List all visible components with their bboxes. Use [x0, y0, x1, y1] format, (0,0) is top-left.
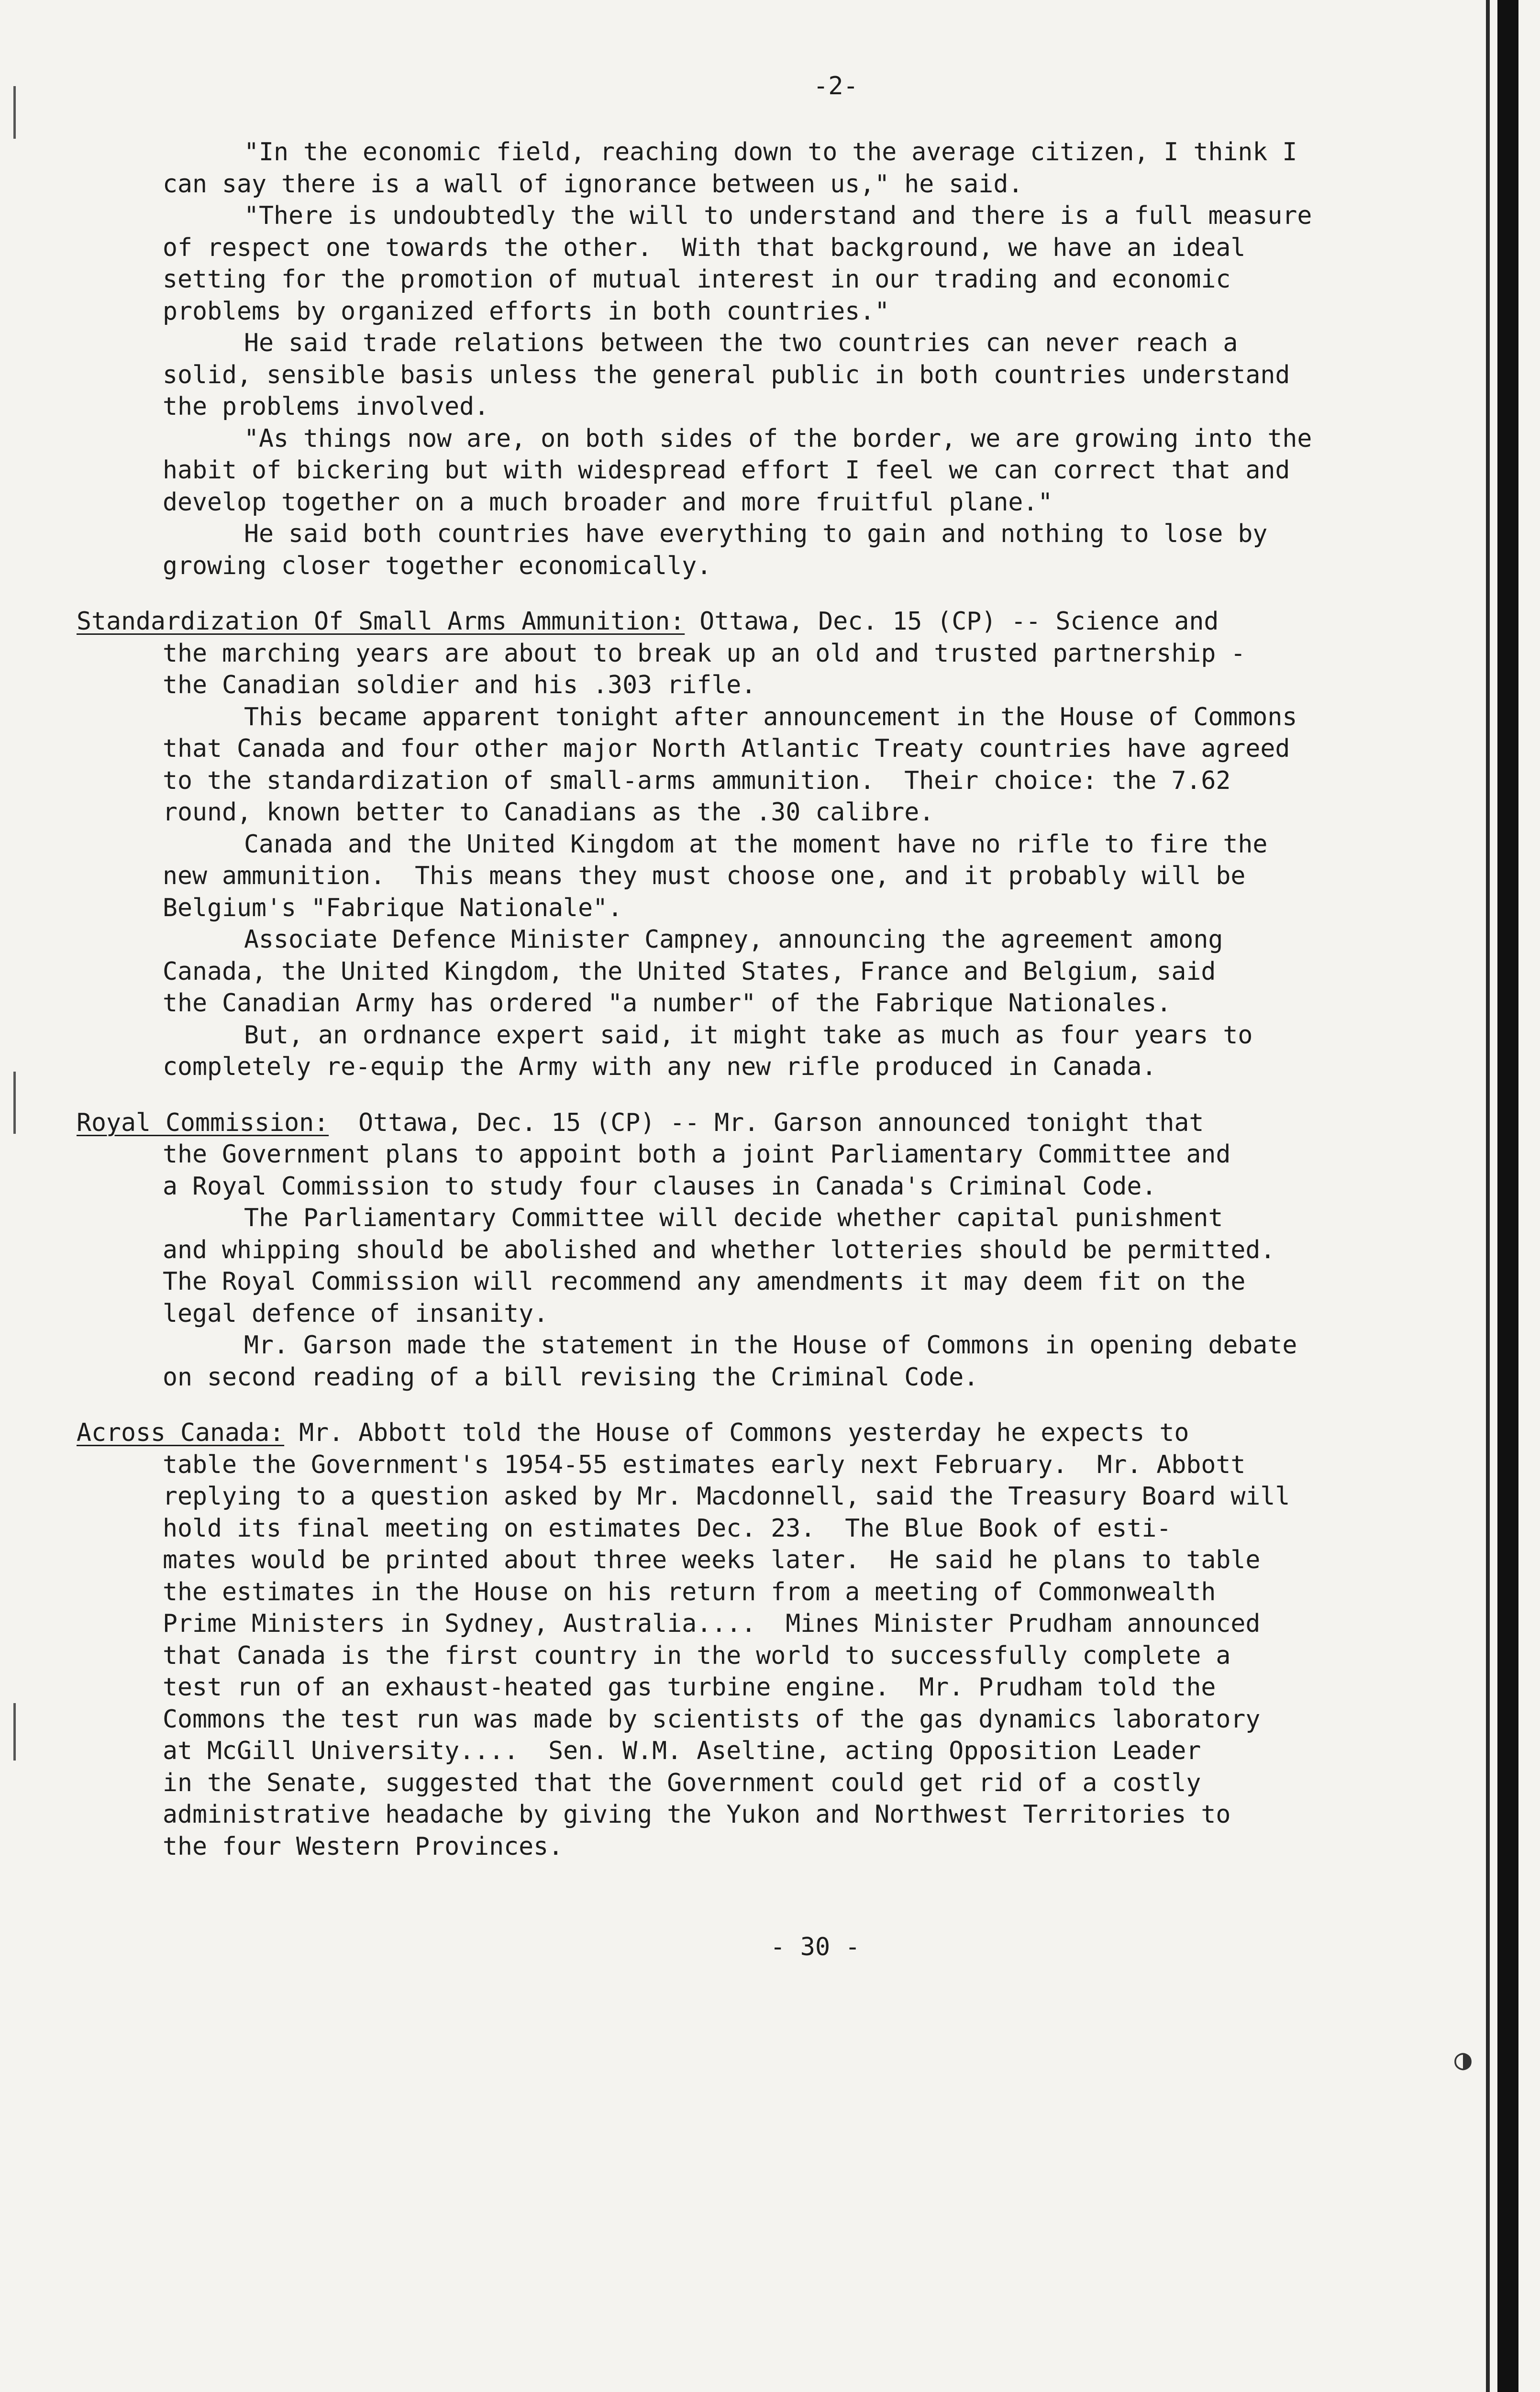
text-line: the Government plans to appoint both a joint Parliamentary Committee and	[163, 1140, 1231, 1169]
ink-smudge-icon: ◑	[1454, 2043, 1472, 2076]
text-line: setting for the promotion of mutual interest in our trading and economic	[163, 265, 1231, 294]
section-dateline: Ottawa, Dec. 15 (CP) -- Science and	[685, 607, 1219, 636]
text-line: Canada, the United Kingdom, the United States, France and Belgium, said	[163, 957, 1216, 986]
text-line: Commons the test run was made by scientists of the gas dynamics laboratory	[163, 1705, 1261, 1734]
text-line: new ammunition. This means they must choose one, and it probably will be	[163, 862, 1246, 890]
text-line: completely re-equip the Army with any new rifle produced in Canada.	[163, 1052, 1157, 1081]
section-dateline: Mr. Abbott told the House of Commons yesterday he expects to	[284, 1418, 1189, 1447]
text-line: of respect one towards the other. With that background, we have an ideal	[163, 233, 1246, 262]
text-line: at McGill University.... Sen. W.M. Aseltine, acting Opposition Leader	[163, 1737, 1201, 1765]
text-line: "In the economic field, reaching down to the average citizen, I think I	[244, 138, 1297, 166]
section-heading: Royal Commission:	[77, 1108, 329, 1137]
page-edge-shadow	[1497, 0, 1518, 2392]
text-line: test run of an exhaust-heated gas turbine engine. Mr. Prudham told the	[163, 1673, 1216, 1702]
text-line: The Royal Commission will recommend any amendments it may deem fit on the	[163, 1267, 1246, 1296]
page-edge-line	[1486, 0, 1490, 2392]
page-number-bottom: - 30 -	[770, 1933, 860, 1961]
text-line: administrative headache by giving the Yukon and Northwest Territories to	[163, 1800, 1231, 1829]
margin-mark	[13, 86, 16, 139]
section-royal-commission	[77, 1107, 1483, 1394]
text-line: mates would be printed about three weeks later. He said he plans to table	[163, 1546, 1261, 1574]
section-heading-line	[77, 1417, 1483, 1449]
text-line: on second reading of a bill revising the Criminal Code.	[163, 1362, 979, 1392]
section-heading: Across Canada:	[77, 1418, 285, 1447]
text-line: Belgium's "Fabrique Nationale".	[163, 893, 623, 922]
text-line: Associate Defence Minister Campney, announcing the agreement among	[244, 925, 1223, 954]
section-dateline: Ottawa, Dec. 15 (CP) -- Mr. Garson announced tonight that	[329, 1108, 1204, 1137]
section-across-canada	[77, 1417, 1483, 1862]
page-number-top: -2-	[813, 72, 858, 100]
section-heading-line	[77, 606, 1483, 638]
text-line: the marching years are about to break up an old and trusted partnership -	[163, 639, 1246, 668]
text-line: habit of bickering but with widespread effort I feel we can correct that and	[163, 456, 1290, 485]
text-line: solid, sensible basis unless the general public in both countries understand	[163, 360, 1290, 389]
text-line: the Canadian soldier and his .303 rifle.	[163, 671, 756, 699]
text-line: the Canadian Army has ordered "a number" of the Fabrique Nationales.	[163, 989, 1172, 1018]
text-line: hold its final meeting on estimates Dec. 23. The Blue Book of esti-	[163, 1514, 1172, 1543]
text-line: the estimates in the House on his return from a meeting of Commonwealth	[163, 1577, 1216, 1606]
text-line: that Canada and four other major North Atlantic Treaty countries have agreed	[163, 734, 1290, 763]
text-line: "As things now are, on both sides of the border, we are growing into the	[244, 424, 1312, 453]
text-line: and whipping should be abolished and whether lotteries should be permitted.	[163, 1235, 1275, 1264]
text-line: a Royal Commission to study four clauses in Canada's Criminal Code.	[163, 1172, 1157, 1201]
text-line: the problems involved.	[163, 392, 489, 421]
text-line: Mr. Garson made the statement in the House of Commons in opening debate	[244, 1331, 1297, 1360]
text-line: that Canada is the first country in the world to successfully complete a	[163, 1641, 1231, 1670]
text-line: problems by organized efforts in both countries."	[163, 297, 890, 326]
text-line: develop together on a much broader and more fruitful plane."	[163, 487, 1053, 517]
text-line: This became apparent tonight after announcement in the House of Commons	[244, 702, 1297, 731]
text-line: in the Senate, suggested that the Government could get rid of a costly	[163, 1768, 1201, 1797]
text-line: replying to a question asked by Mr. Macdonnell, said the Treasury Board will	[163, 1482, 1290, 1511]
text-line: He said trade relations between the two countries can never reach a	[244, 329, 1238, 357]
text-line: The Parliamentary Committee will decide whether capital punishment	[244, 1204, 1223, 1232]
margin-mark	[13, 1703, 16, 1761]
section-heading: Standardization Of Small Arms Ammunition:	[77, 607, 685, 636]
text-line: legal defence of insanity.	[163, 1299, 549, 1328]
section-small-arms	[77, 606, 1483, 1083]
text-line: round, known better to Canadians as the .30 calibre.	[163, 798, 934, 827]
text-line: "There is undoubtedly the will to understand and there is a full measure	[244, 201, 1312, 230]
text-line: But, an ordnance expert said, it might take as much as four years to	[244, 1020, 1253, 1050]
section-heading-line	[77, 1107, 1483, 1139]
text-line: to the standardization of small-arms ammunition. Their choice: the 7.62	[163, 766, 1231, 795]
text-line: the four Western Provinces.	[163, 1832, 564, 1861]
text-line: Canada and the United Kingdom at the moment have no rifle to fire the	[244, 830, 1268, 859]
text-line: table the Government's 1954-55 estimates early next February. Mr. Abbott	[163, 1450, 1246, 1479]
document-body	[77, 136, 1483, 1862]
text-line: can say there is a wall of ignorance between us," he said.	[163, 169, 1023, 199]
margin-mark	[13, 1072, 16, 1134]
text-line: Prime Ministers in Sydney, Australia.... Mines Minister Prudham announced	[163, 1609, 1261, 1638]
text-line: growing closer together economically.	[163, 551, 712, 580]
intro-section	[163, 136, 1483, 582]
text-line: He said both countries have everything to gain and nothing to lose by	[244, 520, 1268, 548]
